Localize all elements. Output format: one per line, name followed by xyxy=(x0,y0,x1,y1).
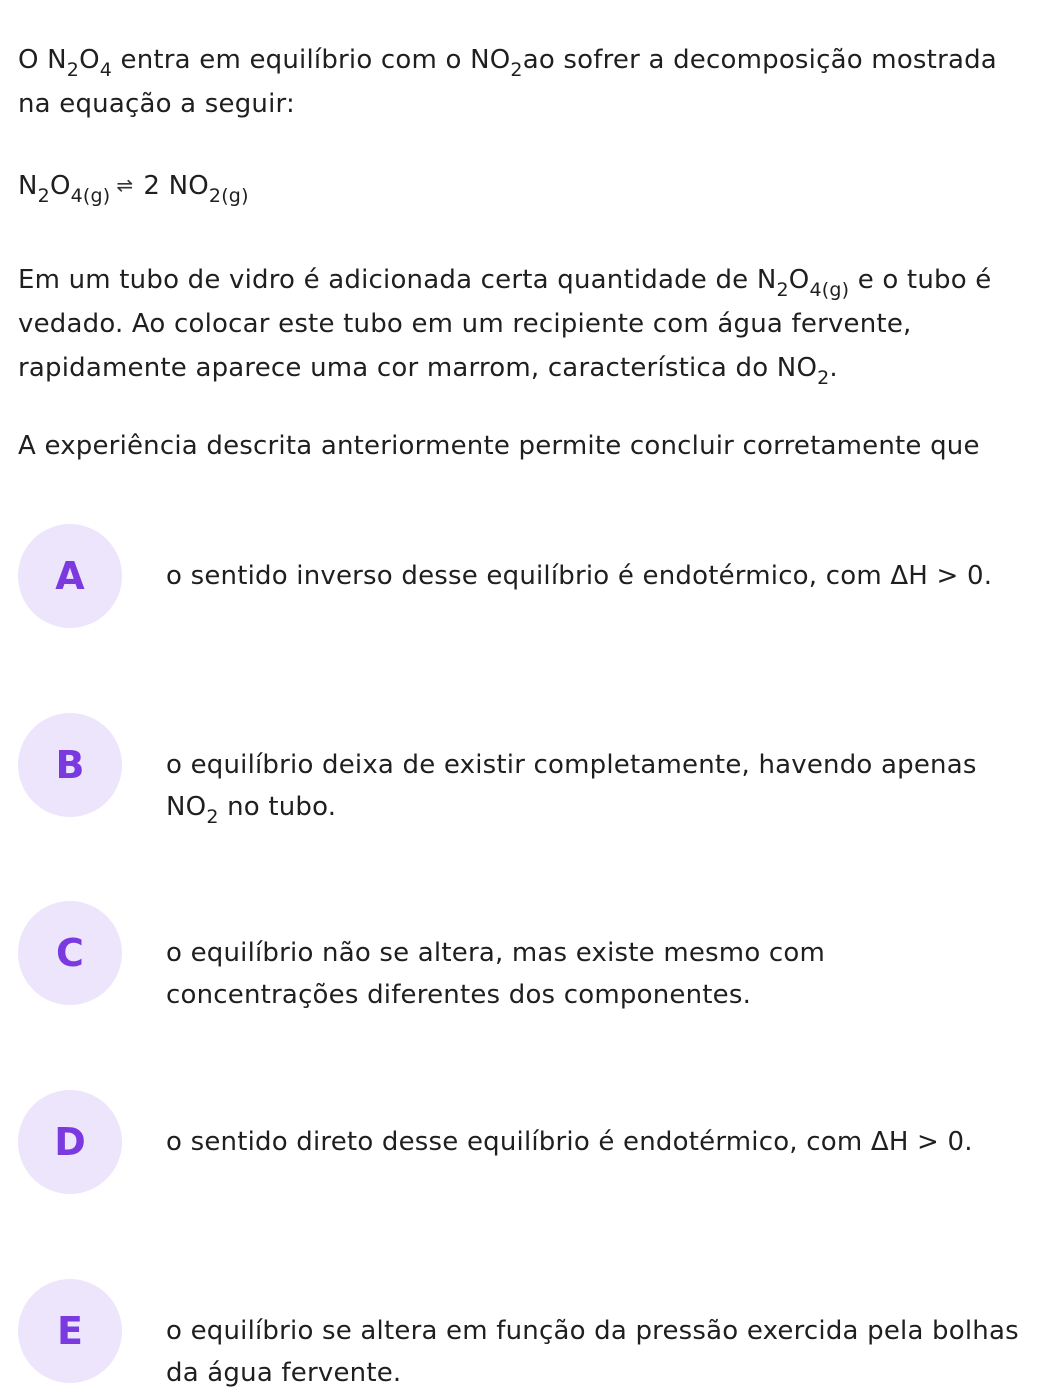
option-letter-badge[interactable]: C xyxy=(18,901,122,1005)
question-paragraph-2: Em um tubo de vidro é adicionada certa quantidade de $N_2O_{4(g)}$ e o tubo é vedado. Ao colocar este tubo em um recipiente com água fervente, rapidamente aparece uma cor marrom, característica do $NO_2$. xyxy=(18,265,992,389)
chemical-equation: $N_2O_{4(g)}$ ⇌ 2 $NO_{2(g)}$ xyxy=(18,164,1018,209)
option-letter-badge[interactable]: E xyxy=(18,1279,122,1383)
formula-n2o4: $N_2O_4$ xyxy=(47,45,113,81)
option-text[interactable]: o sentido inverso desse equilíbrio é endotérmico, com ΔH > 0. xyxy=(166,561,993,591)
option-letter-badge[interactable]: D xyxy=(18,1090,122,1194)
option-text[interactable]: o equilíbrio não se altera, mas existe mesmo com concentrações diferentes dos componentes. xyxy=(166,938,826,1010)
option-letter-badge[interactable]: B xyxy=(18,713,122,817)
question-paragraph-1: O $N_2O_4$ entra em equilíbrio com o $NO_2ao$ sofrer a decomposição mostrada na equação a seguir: xyxy=(18,45,997,119)
formula-no2-option: $NO_2$ xyxy=(166,792,219,828)
option-letter-badge[interactable]: A xyxy=(18,524,122,628)
option-text[interactable]: o equilíbrio deixa de existir completamente, havendo apenas $NO_2$ no tubo. xyxy=(166,750,977,828)
formula-no2: $NO_2$ xyxy=(470,45,523,81)
question-prompt: A experiência descrita anteriormente permite concluir corretamente que xyxy=(18,431,980,461)
formula-no2-end: $NO_2$ xyxy=(776,353,830,389)
formula-n2o4-g: $N_2O_{4(g)}$ xyxy=(756,265,850,301)
option-text[interactable]: o equilíbrio se altera em função da pressão exercida pela bolhas da água fervente. xyxy=(166,1316,1019,1388)
option-text[interactable]: o sentido direto desse equilíbrio é endotérmico, com ΔH > 0. xyxy=(166,1127,973,1157)
equilibrium-arrow-icon: ⇌ xyxy=(116,173,134,197)
